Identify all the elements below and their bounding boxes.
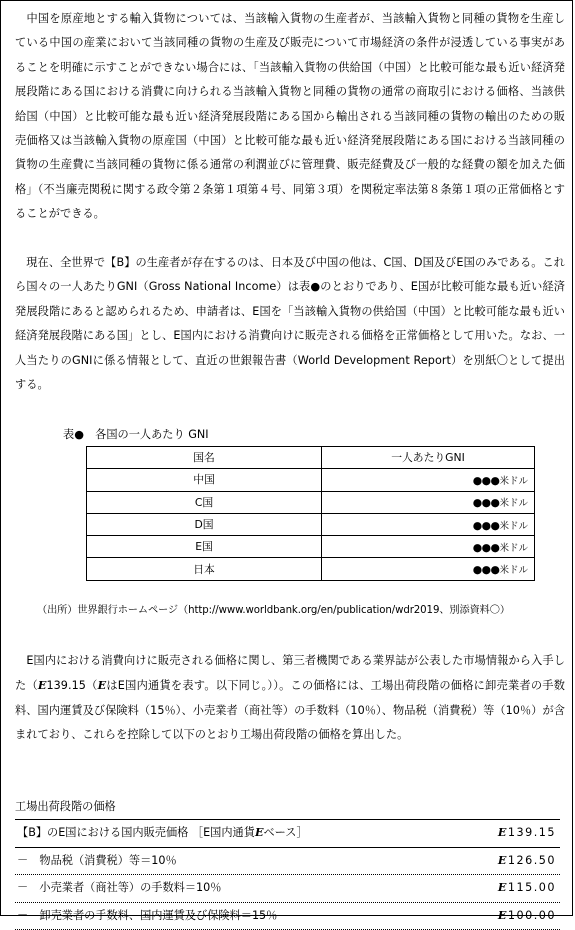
calc-amount: E139.15 [498,820,556,845]
currency-symbol: E [98,678,107,692]
calc-row-domestic-price [15,819,560,848]
calculation-table [15,819,560,930]
gni-unit: 米ドル [499,521,528,532]
calc-label: 【B】のE国における国内販売価格 ［E国内通貨Eベース］ [17,820,308,845]
calc-label: － 小売業者（商社等）の手数料＝10％ [17,875,221,900]
gni-cell [322,491,535,513]
paragraph-producers: 現在、全世界で【B】の生産者が存在するのは、日本及び中国の他は、C国、D国及びE国のみである。これら国々の一人あたりGNI（Gross National Income）は表●のとおりであり、E国が比較可能な最も近い経済発展段階にあると認められるため、申請者は、E国を「当該輸入貨物の供給国（中国）と比較可能な最も近い経済発展段階にある国」とし、E国内における消費向けに販売される価格を正常価格として用いた。なお、一人当たりのGNIに係る情報として、直近の世銀報告書（World Development Report）を別紙〇として提出する。 [15,251,565,397]
currency-symbol: E [38,678,47,692]
header-gni: 一人あたりGNI [322,447,535,469]
gni-table [86,446,535,581]
table-header-row [87,447,535,469]
gni-unit: 米ドル [499,565,528,576]
country-cell: D国 [87,513,322,535]
gni-unit: 米ドル [499,476,528,487]
table-row [87,491,535,513]
paragraph-china-origin: 中国を原産地とする輸入貨物については、当該輸入貨物の生産者が、当該輸入貨物と同種の貨物を生産している中国の産業において当該同種の貨物の生産及び販売について市場経済の条件が浸透している事実があることを明確に示すことができない場合には、「当該輸入貨物の供給国（中国）と比較可能な最も近い経済発展段階にある国における消費に向けられる当該輸入貨物と同種の貨物の通常の商取引における価格、当該供給国（中国）と比較可能な最も近い経済発展段階にある国から輸出される当該同種の貨物の輸出のための販売価格又は当該輸入貨物の原産国（中国）と比較可能な最も近い経済発展段階にある国における当該同種の貨物の生産費に当該同種の貨物に係る通常の利潤並びに管理費、販売経費及び一般的な経費の額を加えた価格」（不当廉売関税に関する政令第２条第１項第４号、同第３項）を関税定率法第８条第１項の正常価格とすることができる。 [15,7,565,227]
gni-value: ●●● [473,541,500,554]
currency-symbol: E [498,825,508,839]
calc-amount: E126.50 [498,848,556,873]
currency-symbol: E [498,853,508,867]
table-source: （出所）世界銀行ホームページ（http://www.worldbank.org/en/publication/wdr2019、別添資料〇） [37,601,510,616]
calc-amount: E115.00 [498,875,556,900]
currency-symbol: E [498,908,508,922]
calc-label: － 卸売業者の手数料、国内運賃及び保険料＝15％ [17,903,277,928]
country-cell: 中国 [87,469,322,491]
table-row [87,513,535,535]
currency-symbol: E [255,825,264,839]
country-cell: C国 [87,491,322,513]
calc-label: － 物品税（消費税）等＝10％ [17,848,177,873]
table-row [87,536,535,558]
gni-unit: 米ドル [499,543,528,554]
calculation-title: 工場出荷段階の価格 [15,798,116,814]
header-country: 国名 [87,447,322,469]
gni-cell [322,513,535,535]
gni-cell [322,536,535,558]
gni-value: ●●● [473,474,500,487]
table-row [87,469,535,491]
gni-value: ●●● [473,563,500,576]
calc-amount: E100.00 [498,903,556,928]
calc-row-retailer-fee [15,875,560,903]
table-title: 表● 各国の一人あたり GNI [63,426,209,442]
gni-unit: 米ドル [499,498,528,509]
gni-cell [322,558,535,580]
paragraph-market-price: E国内における消費向けに販売される価格に関し、第三者機関である業界誌が公表した市場情報から入手した（E139.15（EはE国内通貨を表す。以下同じ。））。この価格には、工場出荷段階の価格に卸売業者の手数料、国内運賃及び保険料（15％）、小売業者（商社等）の手数料（10％）、物品税（消費税）等（10％）が含まれており、これらを控除して以下のとおり工場出荷段階の価格を算出した。 [15,649,565,748]
table-row [87,558,535,580]
calc-row-excise-tax [15,848,560,876]
country-cell: E国 [87,536,322,558]
gni-value: ●●● [473,519,500,532]
country-cell: 日本 [87,558,322,580]
gni-value: ●●● [473,496,500,509]
currency-symbol: E [498,880,508,894]
calc-row-wholesaler-fee [15,903,560,930]
gni-cell [322,469,535,491]
